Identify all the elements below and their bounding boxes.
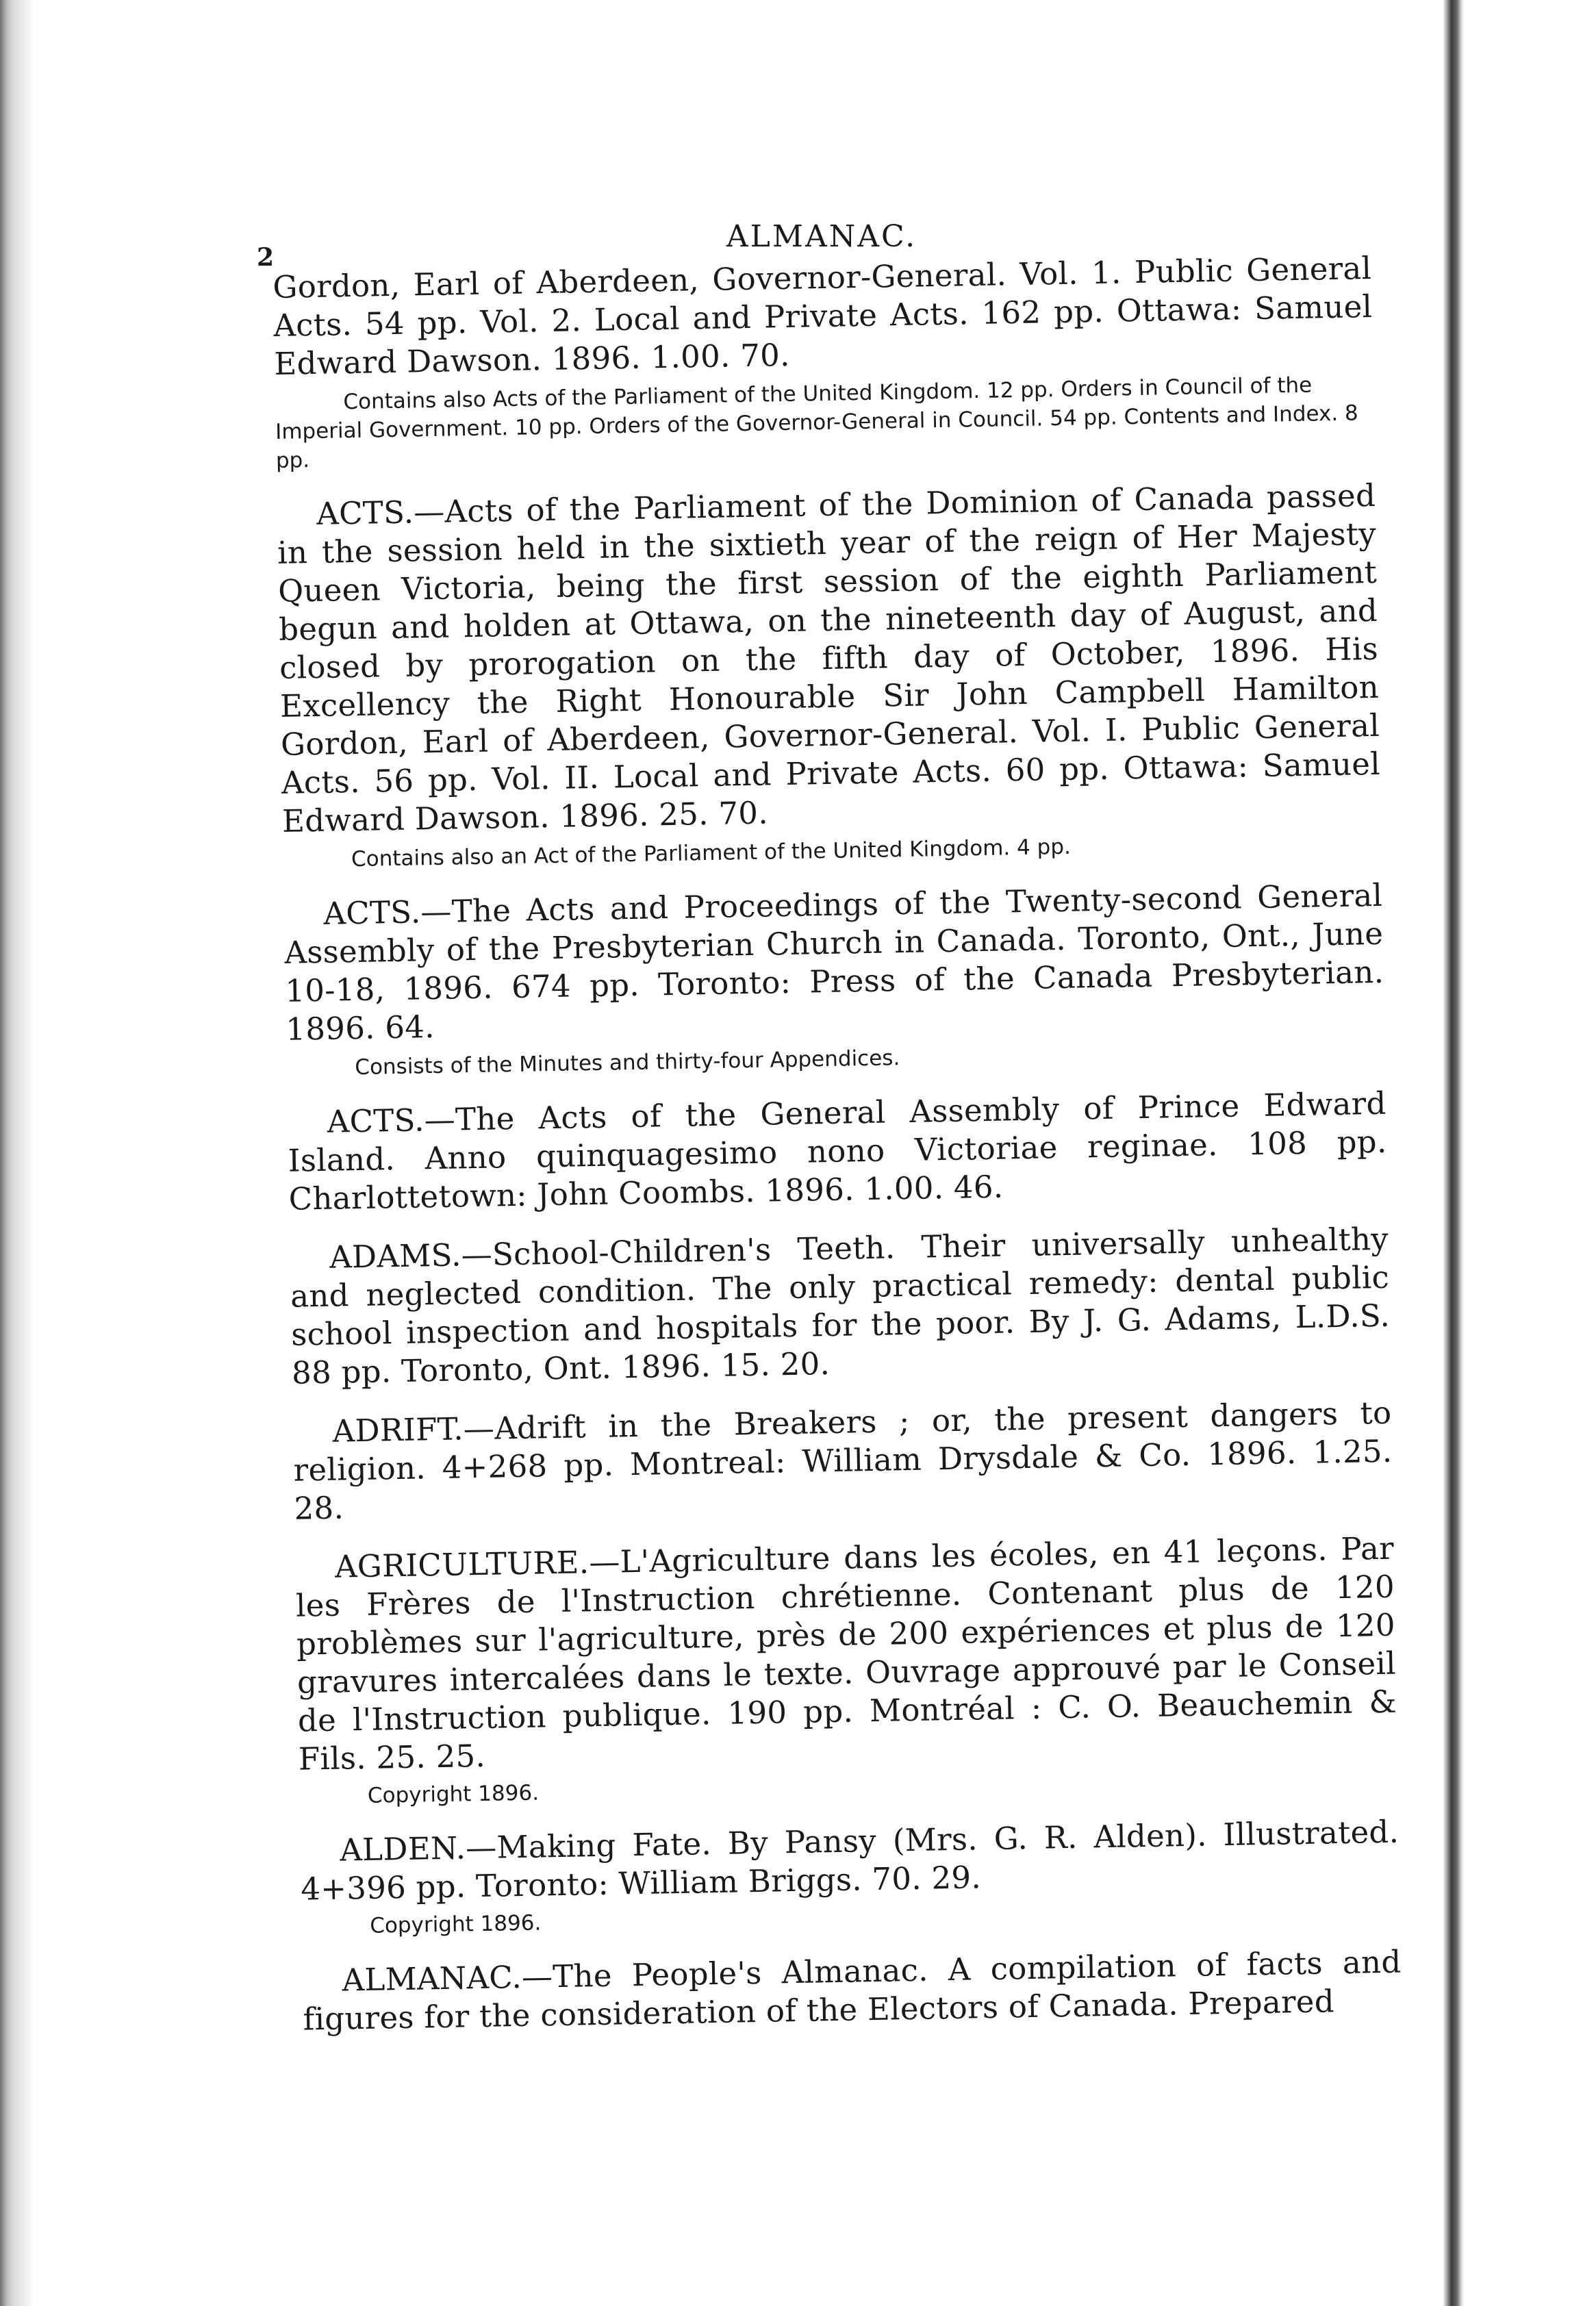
entry-text: ADRIFT.—Adrift in the Breakers ; or, the present dangers to religion. 4+268 pp. Montreal: William Drysdale & Co. 1896. 1.25. 28. <box>293 1394 1393 1527</box>
entry-adrift <box>292 1394 1393 1528</box>
entry-gordon <box>273 249 1375 475</box>
entry-note: Copyright 1896. <box>369 1910 542 1938</box>
entry-adams <box>290 1220 1391 1393</box>
entry-note: Contains also an Act of the Parliament of the United Kingdom. 4 pp. <box>351 834 1072 872</box>
bibliography-entries <box>273 249 1402 2060</box>
entry-acts-dominion <box>277 477 1382 875</box>
entry-text: ALMANAC.—The People's Almanac. A compilation of facts and figures for the consideration of the Electors of Canada. Prepared <box>303 1943 1402 2038</box>
entry-acts-pei <box>287 1085 1388 1219</box>
scan-left-edge <box>0 0 34 2306</box>
entry-almanac <box>302 1943 1402 2039</box>
entry-text: ACTS.—Acts of the Parliament of the Dominion of Canada passed in the session held in the sixtieth year of the reign of Her Majesty Queen Victoria, being the first session of the eighth Parliament begun and holden at Ottawa, on the nineteenth day of August, and closed by prorogation on the fifth day of October, 1896. His Excellency the Right Honourable Sir John Campbell Hamilton Gordon, Earl of Aberdeen, Governor-General. Vol. I. Public General Acts. 56 pp. Vol. II. Local and Private Acts. 60 pp. Ottawa: Samuel Edward Dawson. 1896. 25. 70. <box>277 477 1381 839</box>
entry-agriculture <box>295 1530 1398 1812</box>
entry-text: Gordon, Earl of Aberdeen, Governor-General. Vol. 1. Public General Acts. 54 pp. Vol. 2. Local and Private Acts. 162 pp. Ottawa: Samuel Edward Dawson. 1896. 1.00. 70. <box>273 249 1373 382</box>
book-gutter <box>1443 0 1464 2306</box>
page-number: 2 <box>257 243 275 272</box>
entry-acts-presbyterian <box>283 876 1386 1083</box>
entry-text: AGRICULTURE.—L'Agriculture dans les écoles, en 41 leçons. Par les Frères de l'Instruction chrétienne. Contenant plus de 120 problèmes sur l'agriculture, près de 200 expériences et plus de 120 gravures intercalées dans le texte. Ouvrage approuvé par le Conseil de l'Instruction publique. 190 pp. Montréal : C. O. Beauchemin & Fils. 25. 25. <box>295 1530 1397 1777</box>
entry-alden <box>300 1813 1401 1942</box>
entry-text: ADAMS.—School-Children's Teeth. Their universally unhealthy and neglected condition. The only practical remedy: dental public school inspection and hospitals for the poor. By J. G. Adams, L.D.S. 88 pp. Toronto, Ont. 1896. 15. 20. <box>290 1220 1391 1391</box>
entry-note: Copyright 1896. <box>367 1780 540 1808</box>
entry-text: ALDEN.—Making Fate. By Pansy (Mrs. G. R. Alden). Illustrated. 4+396 pp. Toronto: William Briggs. 70. 29. <box>300 1813 1399 1908</box>
entry-text: ACTS.—The Acts and Proceedings of the Twenty-second General Assembly of the Presbyterian Church in Canada. Toronto, Ont., June 10-18, 1896. 674 pp. Toronto: Press of the Canada Presbyterian. 1896. 64. <box>283 876 1384 1048</box>
entry-note: Contains also Acts of the Parliament of the United Kingdom. 12 pp. Orders in Council of the Imperial Government. 10 pp. Orders of the Governor-General in Council. 54 pp. Contents and Index. 8 pp. <box>275 372 1359 473</box>
entry-text: ACTS.—The Acts of the General Assembly of Prince Edward Island. Anno quinquagesimo nono Victoriae reginae. 108 pp. Charlottetown: John Coombs. 1896. 1.00. 46. <box>288 1085 1387 1217</box>
entry-note: Consists of the Minutes and thirty-four Appendices. <box>355 1046 900 1080</box>
running-head: ALMANAC. <box>726 219 917 254</box>
